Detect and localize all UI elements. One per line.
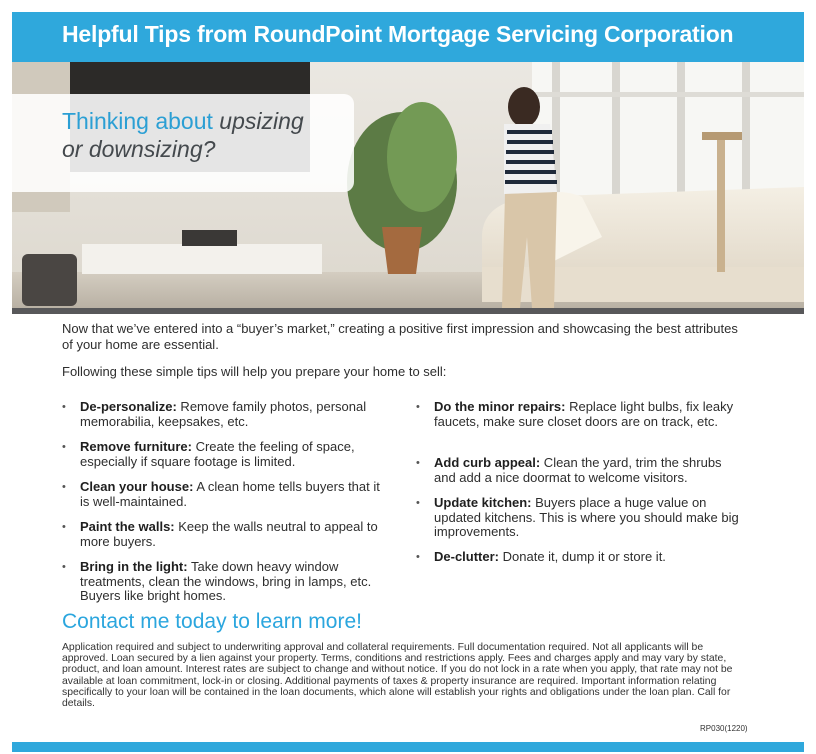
contact-heading: Contact me today to learn more! bbox=[62, 610, 362, 633]
tip-item bbox=[416, 456, 746, 485]
hero-callout bbox=[12, 94, 354, 192]
document-code: RP030(1220) bbox=[700, 724, 748, 733]
intro-lead: Following these simple tips will help you prepare your home to sell: bbox=[62, 364, 447, 379]
tip-title: De-clutter: bbox=[434, 549, 500, 564]
tip-text: Clean the yard, trim the shrubs and add a nice doormat to welcome visitors. bbox=[434, 455, 722, 485]
tip-title: Add curb appeal: bbox=[434, 455, 541, 470]
intro-paragraph: Now that we’ve entered into a “buyer’s market,” creating a positive first impression and showcasing the best attributes of your home are essential. bbox=[62, 321, 738, 352]
tip-text: Donate it, dump it or store it. bbox=[499, 549, 666, 564]
tip-item bbox=[62, 480, 392, 509]
bullet-icon: • bbox=[416, 551, 420, 563]
bullet-icon: • bbox=[62, 561, 66, 573]
tip-text: Create the feeling of space, especially if square footage is limited. bbox=[80, 439, 355, 469]
tip-text: A clean home tells buyers that it is well-maintained. bbox=[80, 479, 380, 509]
bullet-icon: • bbox=[416, 457, 420, 469]
tip-item bbox=[416, 496, 746, 540]
bullet-icon: • bbox=[62, 521, 66, 533]
tip-item bbox=[62, 520, 392, 549]
tip-text: Take down heavy window treatments, clean the windows, bring in lamps, etc. Buyers like bright homes. bbox=[80, 559, 372, 603]
tip-text: Keep the walls neutral to appeal to more buyers. bbox=[80, 519, 378, 549]
bullet-icon: • bbox=[62, 441, 66, 453]
callout-text-thinking: Thinking about bbox=[62, 108, 220, 134]
tip-item bbox=[416, 550, 746, 565]
tip-title: Do the minor repairs: bbox=[434, 399, 566, 414]
callout-line-1 bbox=[62, 108, 304, 135]
flyer-page bbox=[12, 12, 804, 754]
tip-item bbox=[416, 400, 746, 429]
bullet-icon: • bbox=[416, 497, 420, 509]
bullet-icon: • bbox=[416, 401, 420, 413]
tip-title: Remove furniture: bbox=[80, 439, 192, 454]
tip-item bbox=[62, 560, 392, 604]
tip-title: Bring in the light: bbox=[80, 559, 188, 574]
tip-title: Clean your house: bbox=[80, 479, 194, 494]
tip-title: De-personalize: bbox=[80, 399, 177, 414]
tip-item bbox=[62, 400, 392, 429]
tip-text: Replace light bulbs, fix leaky faucets, make sure closet doors are on track, etc. bbox=[434, 399, 734, 429]
disclaimer-text: Application required and subject to underwriting approval and collateral requirements. Full documentation required. Not all applicants will be approved. Loan secured by a lien against your property. Terms, conditions and restrictions apply. Fees and charges apply and may vary by state, product, and loan amount. Interest rates are subject to change and without notice. If you do not lock in a rate when you apply, that rate may not be available at loan commitment, lock-in or closing. Additional payments of taxes & property insurance are required. Important information relating specifically to your loan will be contained in the loan documents, which alone will establish your rights and obligations under the loan plan. Call for details. bbox=[62, 642, 733, 710]
tip-title: Update kitchen: bbox=[434, 495, 532, 510]
hero-divider bbox=[12, 308, 804, 314]
bullet-icon: • bbox=[62, 401, 66, 413]
tip-title: Paint the walls: bbox=[80, 519, 175, 534]
tip-text: Buyers place a huge value on updated kitchens. This is where you should make big improvements. bbox=[434, 495, 739, 539]
tip-text: Remove family photos, personal memorabilia, keepsakes, etc. bbox=[80, 399, 367, 429]
header-banner bbox=[12, 12, 804, 62]
bullet-icon: • bbox=[62, 481, 66, 493]
tip-item bbox=[62, 440, 392, 469]
callout-text-upsizing: upsizing bbox=[219, 108, 304, 134]
footer-bar bbox=[12, 742, 804, 752]
header-title: Helpful Tips from RoundPoint Mortgage Servicing Corporation bbox=[62, 21, 734, 47]
callout-text-downsizing: or downsizing? bbox=[62, 136, 216, 162]
